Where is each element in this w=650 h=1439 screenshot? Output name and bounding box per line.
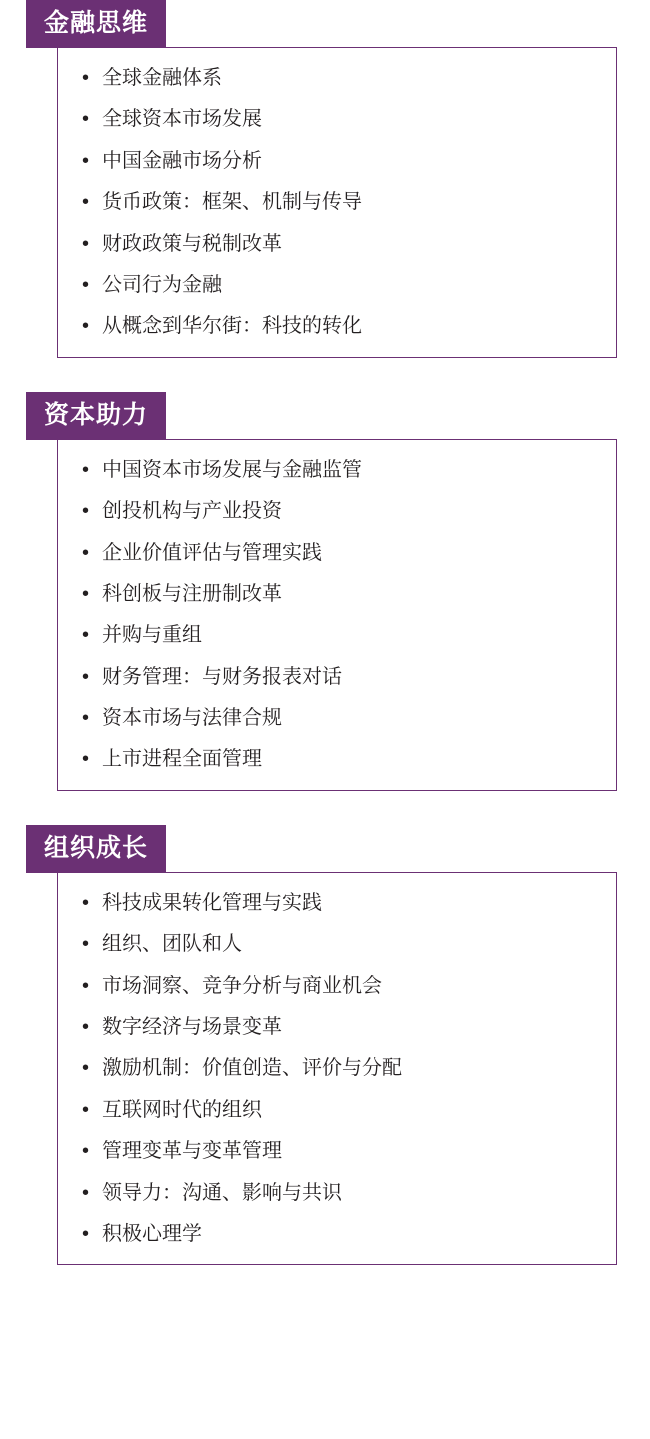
list-item: • 上市进程全面管理	[80, 747, 606, 771]
list-item: • 企业价值评估与管理实践	[80, 541, 606, 565]
list-item: • 货币政策：框架、机制与传导	[80, 190, 606, 214]
item-list-organization-growth	[58, 891, 616, 1247]
list-item: • 互联网时代的组织	[80, 1098, 606, 1122]
section-body-finance-thinking	[57, 47, 617, 358]
section-title-finance-thinking: 金融思维	[26, 0, 166, 48]
list-item: • 财政政策与税制改革	[80, 232, 606, 256]
list-item: • 创投机构与产业投资	[80, 499, 606, 523]
list-item: • 管理变革与变革管理	[80, 1139, 606, 1163]
section-body-capital-support	[57, 439, 617, 791]
list-item: • 科创板与注册制改革	[80, 582, 606, 606]
section-body-organization-growth	[57, 872, 617, 1266]
list-item: • 财务管理：与财务报表对话	[80, 665, 606, 689]
list-item: • 从概念到华尔街：科技的转化	[80, 314, 606, 338]
list-item: • 激励机制：价值创造、评价与分配	[80, 1056, 606, 1080]
list-item: • 市场洞察、竞争分析与商业机会	[80, 974, 606, 998]
item-list-capital-support	[58, 458, 616, 772]
list-item: • 资本市场与法律合规	[80, 706, 606, 730]
list-item: • 数字经济与场景变革	[80, 1015, 606, 1039]
list-item: • 组织、团队和人	[80, 932, 606, 956]
section-capital-support	[0, 392, 650, 791]
list-item: • 科技成果转化管理与实践	[80, 891, 606, 915]
section-title-organization-growth: 组织成长	[26, 825, 166, 873]
section-finance-thinking	[0, 0, 650, 358]
item-list-finance-thinking	[58, 66, 616, 339]
list-item: • 并购与重组	[80, 623, 606, 647]
list-item: • 公司行为金融	[80, 273, 606, 297]
list-item: • 领导力：沟通、影响与共识	[80, 1181, 606, 1205]
section-organization-growth	[0, 825, 650, 1266]
list-item: • 积极心理学	[80, 1222, 606, 1246]
list-item: • 全球金融体系	[80, 66, 606, 90]
list-item: • 中国资本市场发展与金融监管	[80, 458, 606, 482]
list-item: • 中国金融市场分析	[80, 149, 606, 173]
list-item: • 全球资本市场发展	[80, 107, 606, 131]
section-title-capital-support: 资本助力	[26, 392, 166, 440]
